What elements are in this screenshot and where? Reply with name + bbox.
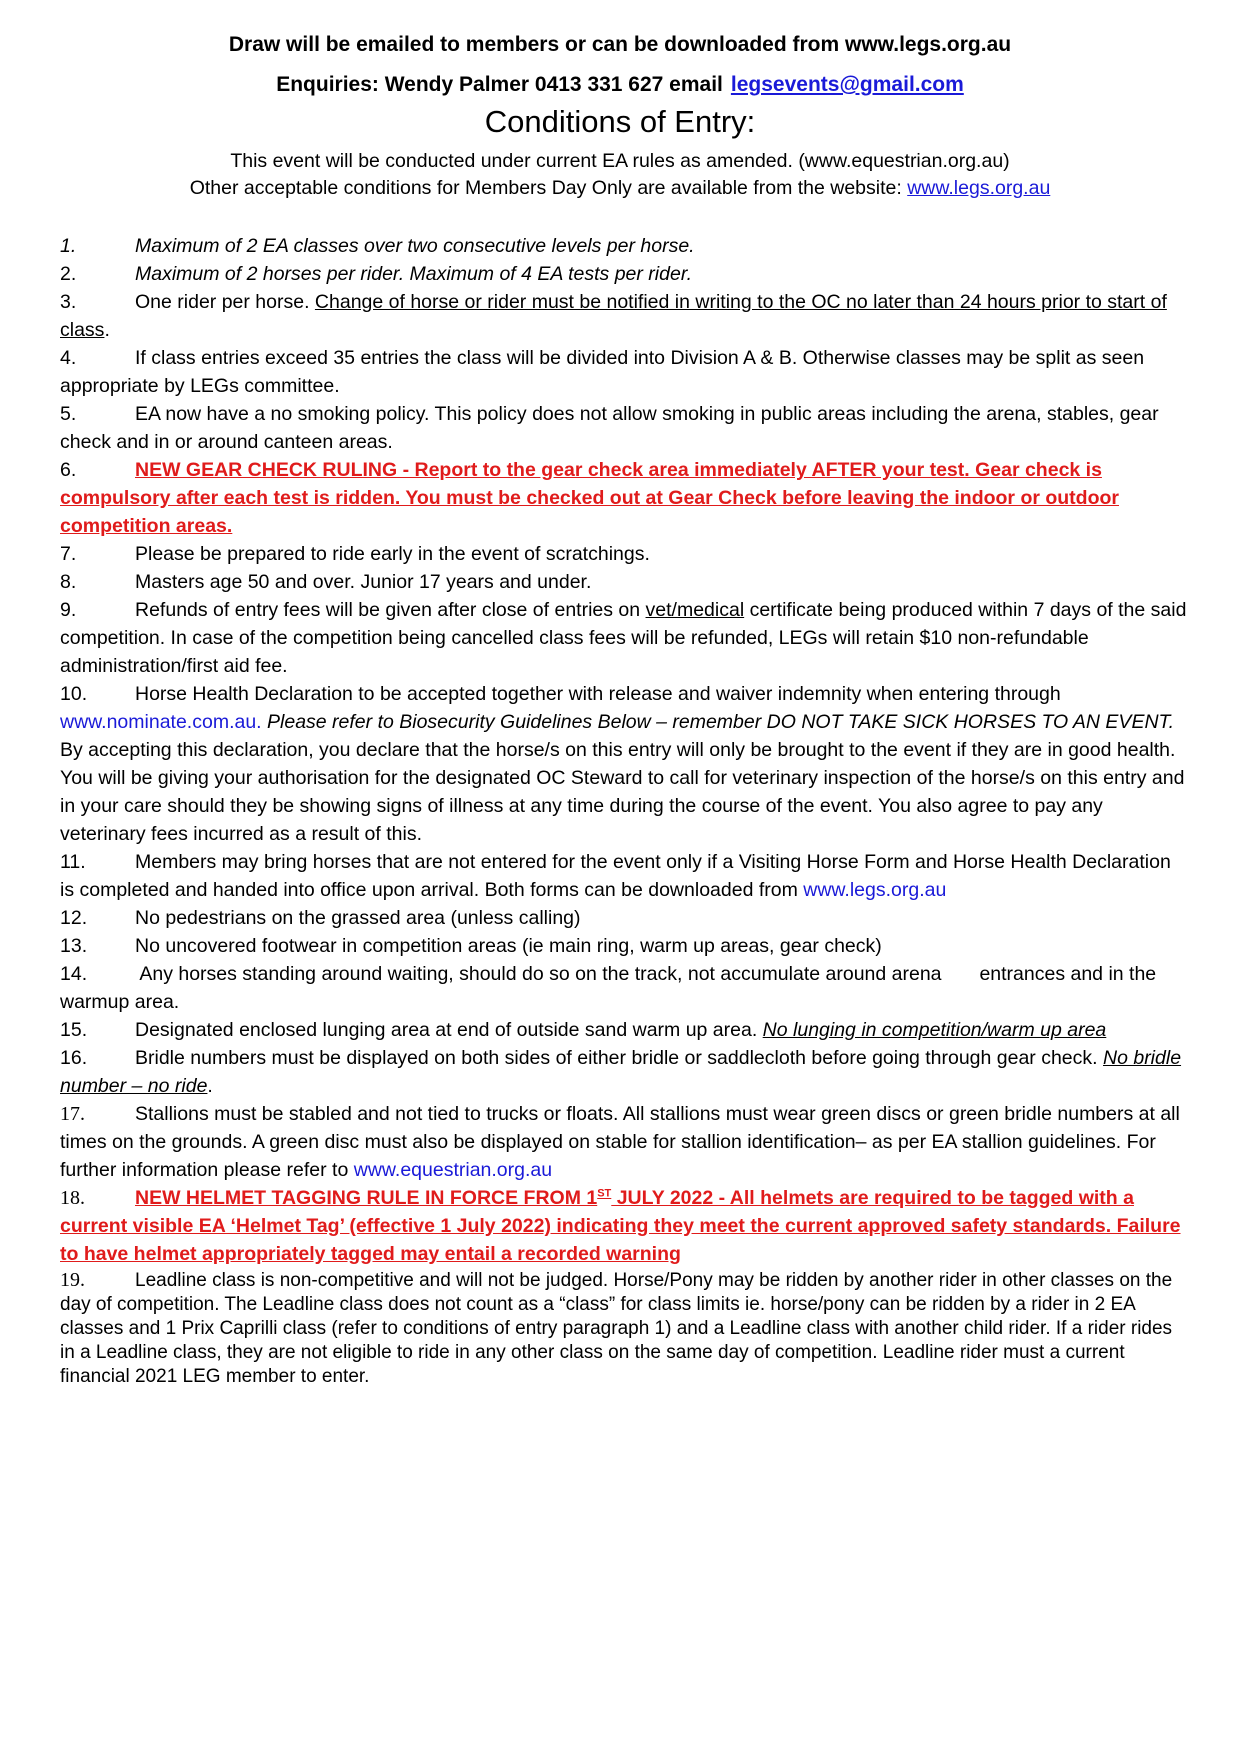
condition-text: No uncovered footwear in competition areas (ie main ring, warm up areas, gear check)	[135, 935, 882, 957]
condition-number: 18.	[60, 1187, 85, 1209]
conditions-list	[60, 232, 1190, 1389]
condition-italic-text: Please refer to Biosecurity Guidelines Below – remember DO NOT TAKE SICK HORSES TO AN EVENT.	[261, 711, 1175, 733]
condition-item	[60, 232, 1190, 260]
helmet-rule-text: NEW HELMET TAGGING RULE IN FORCE FROM 1	[135, 1187, 598, 1209]
condition-item	[60, 1100, 1190, 1184]
condition-text: No pedestrians on the grassed area (unless calling)	[135, 907, 581, 929]
condition-text: Horse Health Declaration to be accepted together with release and waiver indemnity when entering through	[135, 683, 1061, 705]
condition-text: Leadline class is non-competitive and will not be judged. Horse/Pony may be ridden by another rider in other classes on the day of competition. The Leadline class does not count as a “class” for class limits ie. horse/pony can be ridden by a rider in 2 EA classes and 1 Prix Caprilli class (refer to conditions of entry paragraph 1) and a Leadline class with another child rider. If a rider rides in a Leadline class, they are not eligible to ride in any other class on the same day of competition. Leadline rider must a current financial 2021 LEG member to enter.	[60, 1270, 1173, 1387]
condition-number: 2.	[60, 263, 77, 285]
condition-number: 6.	[60, 459, 77, 481]
condition-number: 17.	[60, 1103, 85, 1125]
condition-text: EA now have a no smoking policy. This policy does not allow smoking in public areas including the arena, stables, gear check and in or around canteen areas.	[60, 403, 1159, 453]
condition-number: 11.	[60, 851, 86, 873]
condition-number: 19.	[60, 1269, 85, 1291]
condition-number: 15.	[60, 1019, 88, 1041]
enquiries-text: Enquiries: Wendy Palmer 0413 331 627 email	[276, 73, 723, 96]
condition-number: 8.	[60, 571, 77, 593]
condition-text: Refunds of entry fees will be given after close of entries on	[135, 599, 646, 621]
condition-number: 14.	[60, 963, 88, 985]
condition-number: 5.	[60, 403, 77, 425]
equestrian-link[interactable]: www.equestrian.org.au	[353, 1159, 553, 1181]
condition-number: 10.	[60, 683, 88, 705]
intro-line-2-text: Other acceptable conditions for Members Day Only are available from the website:	[189, 177, 902, 199]
condition-number: 12.	[60, 907, 88, 929]
condition-text: Any horses standing around waiting, should do so on the track, not accumulate around arena entrances and in the warmup area.	[60, 963, 1162, 1013]
condition-text-end: .	[207, 1075, 213, 1097]
condition-item	[60, 1268, 1190, 1389]
condition-item	[60, 904, 1190, 932]
condition-number: 1.	[60, 235, 77, 257]
legs-link[interactable]: www.legs.org.au	[803, 879, 947, 901]
condition-number: 16.	[60, 1047, 88, 1069]
condition-item	[60, 288, 1190, 344]
condition-item	[60, 680, 1190, 848]
condition-text: Please be prepared to ride early in the event of scratchings.	[135, 543, 650, 565]
condition-underlined-text: vet/medical	[645, 599, 745, 621]
condition-item	[60, 344, 1190, 400]
condition-underlined-text: Change of horse or rider must be notified in writing to the OC no later than 24 hours prior to start of class	[60, 291, 1167, 341]
helmet-rule-superscript: ST	[597, 1187, 612, 1200]
condition-text: Stallions must be stabled and not tied to trucks or floats. All stallions must wear green discs or green bridle numbers at all times on the grounds. A green disc must also be displayed on stable for stallion identification– as per EA stallion guidelines. For further information please refer to	[60, 1103, 1180, 1181]
condition-item	[60, 540, 1190, 568]
condition-item	[60, 456, 1190, 540]
website-link[interactable]: www.legs.org.au	[907, 177, 1051, 199]
condition-underlined-text: No bridle number – no ride	[60, 1047, 1182, 1097]
condition-number: 4.	[60, 347, 77, 369]
condition-text: Maximum of 2 horses per rider. Maximum of 4 EA tests per rider.	[135, 263, 693, 285]
condition-item	[60, 1184, 1190, 1268]
enquiries-line	[0, 73, 1240, 97]
intro-line-1: This event will be conducted under current EA rules as amended. (www.equestrian.org.au)	[230, 150, 1010, 172]
condition-item	[60, 260, 1190, 288]
draw-notice: Draw will be emailed to members or can be downloaded from www.legs.org.au	[228, 33, 1012, 56]
condition-underlined-text: No lunging in competition/warm up area	[762, 1019, 1107, 1041]
condition-text-end: certificate being produced within 7 days of the said competition. In case of the competition being cancelled class fees will be refunded, LEGs will retain $10 non-refundable administration/first aid fee.	[60, 599, 1187, 677]
condition-number: 9.	[60, 599, 77, 621]
condition-text: If class entries exceed 35 entries the class will be divided into Division A & B. Otherwise classes may be split as seen appropriate by LEGs committee.	[60, 347, 1145, 397]
condition-text-end: .	[104, 319, 110, 341]
condition-text-end: By accepting this declaration, you declare that the horse/s on this entry will only be brought to the event if they are in good health. You will be giving your authorisation for the designated OC Steward to call for veterinary inspection of the horse/s on this entry and in your care should they be showing signs of illness at any time during the course of the event. You also agree to pay any veterinary fees incurred as a result of this.	[60, 739, 1185, 845]
nominate-link[interactable]: www.nominate.com.au.	[60, 711, 262, 733]
condition-item	[60, 1016, 1190, 1044]
condition-text: Maximum of 2 EA classes over two consecutive levels per horse.	[135, 235, 695, 257]
condition-item	[60, 932, 1190, 960]
email-link[interactable]: legsevents@gmail.com	[730, 73, 964, 96]
condition-number: 13.	[60, 935, 88, 957]
helmet-rule-text-end: JULY 2022 - All helmets are required to be tagged with a current visible EA ‘Helmet Tag’ (effective 1 July 2022) indicating they meet the current approved safety standards. Failure to have helmet appropriately tagged may entail a recorded warning	[60, 1187, 1181, 1265]
page-title: Conditions of Entry:	[484, 104, 756, 139]
condition-item	[60, 400, 1190, 456]
condition-text: Bridle numbers must be displayed on both sides of either bridle or saddlecloth before going through gear check.	[135, 1047, 1103, 1069]
condition-text: Designated enclosed lunging area at end of outside sand warm up area.	[135, 1019, 763, 1041]
condition-item	[60, 1044, 1190, 1100]
condition-text: One rider per horse.	[135, 291, 315, 313]
condition-item	[60, 960, 1190, 1016]
condition-text: Masters age 50 and over. Junior 17 years and under.	[135, 571, 592, 593]
gear-check-ruling-text: NEW GEAR CHECK RULING - Report to the gear check area immediately AFTER your test. Gear check is compulsory after each test is ridden. You must be checked out at Gear Check before leaving the indoor or outdoor competition areas.	[60, 459, 1119, 537]
condition-number: 3.	[60, 291, 77, 313]
intro-line-2	[0, 177, 1240, 200]
condition-item	[60, 848, 1190, 904]
condition-item	[60, 568, 1190, 596]
condition-item	[60, 596, 1190, 680]
condition-number: 7.	[60, 543, 77, 565]
condition-text: Members may bring horses that are not entered for the event only if a Visiting Horse Form and Horse Health Declaration is completed and handed into office upon arrival. Both forms can be downloaded from	[60, 851, 1171, 901]
